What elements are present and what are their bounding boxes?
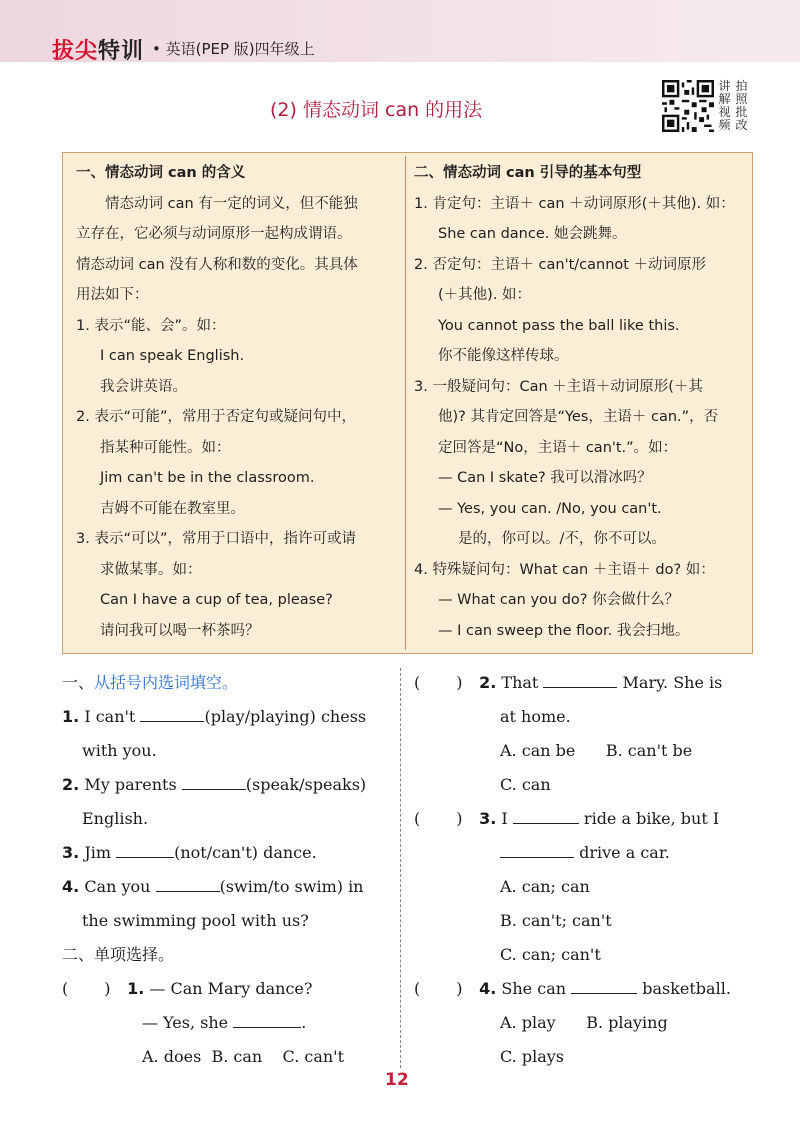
example-line: — Can I skate? 我可以滑冰吗？ (438, 470, 652, 486)
option-c[interactable]: C. can't (282, 1047, 345, 1066)
fill-question-4-cont: the swimming pool with us? (82, 911, 309, 930)
choice-question-1-cont: — Yes, she . (62, 1006, 392, 1040)
answer-blank[interactable] (156, 873, 220, 892)
pattern-affirmative: 1. 肯定句：主语＋ can ＋动词原形(＋其他). 如： (414, 195, 735, 212)
book-subtitle: • 英语(PEP 版)四年级上 (152, 40, 315, 58)
pattern-negative: 2. 否定句：主语＋ can't/cannot ＋动词原形 (414, 256, 707, 273)
option-c[interactable]: C. can; can't (500, 945, 601, 964)
example-chinese: 我会讲英语。 (100, 378, 187, 395)
page-number: 12 (385, 1070, 409, 1090)
option-b[interactable]: B. can't be (605, 741, 693, 760)
notes-paragraph-line: 情态动词 can 有一定的词义，但不能独 (105, 195, 358, 212)
example-line: 你不能像这样传球。 (438, 348, 569, 364)
fill-question-4: 4. Can you (swim/to swim) in (62, 870, 392, 904)
choice-question-2-cont: at home. (500, 707, 571, 726)
notes-item-2-cont: 指某种可能性。如： (100, 439, 231, 456)
fill-question-1: 1. I can't (play/playing) chess (62, 700, 392, 734)
option-b[interactable]: B. playing (586, 1013, 668, 1032)
part2-title: 二、单项选择。 (62, 945, 175, 964)
example-line: She can dance. 她会跳舞。 (438, 226, 627, 242)
option-a[interactable]: A. can; can (500, 877, 590, 896)
answer-blank[interactable] (233, 1009, 301, 1028)
notes-left-column (76, 158, 398, 646)
exercise-column-divider (400, 668, 401, 1068)
part1-title: 一、从括号内选词填空。 (62, 673, 239, 692)
example-line: — I can sweep the floor. 我会扫地。 (438, 622, 690, 639)
answer-blank[interactable] (140, 703, 204, 722)
pattern-general-question-cont: 他)? 其肯定回答是“Yes，主语＋ can.”，否 (438, 409, 719, 425)
answer-blank[interactable] (116, 839, 174, 858)
example-line: — What can you do? 你会做什么？ (438, 592, 680, 608)
answer-blank[interactable] (543, 669, 617, 688)
notes-item-2: 2. 表示“可能”，常用于否定句或疑问句中， (76, 409, 356, 425)
example-english: Jim can't be in the classroom. (100, 470, 315, 486)
option-c[interactable]: C. plays (500, 1047, 564, 1066)
choice-question-3-cont: drive a car. (414, 836, 754, 870)
answer-blank[interactable] (571, 975, 637, 994)
notes-right-heading: 二、情态动词 can 引导的基本句型 (414, 165, 642, 181)
pattern-general-question-cont: 定回答是“No，主语＋ can't.”。如： (438, 439, 678, 456)
example-line: — Yes, you can. /No, you can't. (438, 500, 662, 517)
choice-question-3: ( ) 3. I ride a bike, but I (414, 802, 754, 836)
notes-item-1: 1. 表示“能、会”。如： (76, 317, 226, 334)
choice-question-1: ( ) 1. — Can Mary dance? (62, 979, 313, 998)
answer-blank[interactable] (182, 771, 246, 790)
notes-right-column (414, 158, 750, 646)
pattern-special-question: 4. 特殊疑问句：What can ＋主语＋ do? 如： (414, 561, 715, 578)
notes-item-3-cont: 求做某事。如： (100, 561, 202, 578)
option-a[interactable]: A. play (500, 1013, 556, 1032)
fill-question-3: 3. Jim (not/can't) dance. (62, 836, 392, 870)
notes-item-3: 3. 表示“可以”，常用于口语中，指许可或请 (76, 531, 356, 547)
example-english: Can I have a cup of tea, please? (100, 592, 333, 608)
qr-label-explain-video: 讲 解 视 频 (718, 79, 731, 132)
exercise-left-column (62, 666, 392, 1074)
choice-options (62, 1040, 392, 1074)
fill-question-2-cont: English. (82, 809, 149, 828)
answer-blank[interactable] (513, 805, 579, 824)
exercise-right-column (414, 666, 754, 1074)
answer-blank[interactable] (500, 839, 574, 858)
fill-question-2: 2. My parents (speak/speaks) (62, 768, 392, 802)
qr-labels (717, 80, 749, 132)
notes-column-divider (405, 156, 406, 650)
notes-paragraph-line: 立存在，它必须与动词原形一起构成谓语。 (76, 226, 352, 242)
choice-question-4: ( ) 4. She can basketball. (414, 972, 754, 1006)
option-c[interactable]: C. can (500, 775, 551, 794)
option-b[interactable]: B. can (211, 1047, 263, 1066)
choice-options (414, 734, 754, 768)
pattern-general-question: 3. 一般疑问句：Can ＋主语＋动词原形(＋其 (414, 378, 703, 395)
example-english: I can speak English. (100, 348, 245, 364)
choice-options (414, 1006, 754, 1040)
option-a[interactable]: A. can be (500, 741, 576, 760)
qr-code-icon[interactable] (662, 80, 714, 132)
example-line: You cannot pass the ball like this. (438, 317, 680, 334)
pattern-negative-cont: (＋其他). 如： (438, 287, 532, 303)
example-chinese: 吉姆不可能在教室里。 (100, 500, 245, 517)
section-title: (2) 情态动词 can 的用法 (270, 99, 483, 121)
option-b[interactable]: B. can't; can't (500, 911, 612, 930)
notes-left-heading: 一、情态动词 can 的含义 (76, 165, 246, 181)
example-chinese: 请问我可以喝一杯茶吗？ (100, 622, 260, 639)
fill-question-1-cont: with you. (82, 741, 157, 760)
choice-question-2: ( ) 2. That Mary. She is (414, 666, 754, 700)
qr-label-photo-grading: 拍 照 批 改 (735, 79, 748, 132)
brand-logo: 拔尖特训 (52, 38, 145, 64)
option-a[interactable]: A. does (142, 1047, 202, 1066)
notes-paragraph-line: 用法如下： (76, 287, 149, 303)
example-line: 是的，你可以。/不，你不可以。 (458, 531, 666, 547)
notes-paragraph-line: 情态动词 can 没有人称和数的变化。其具体 (76, 256, 358, 273)
